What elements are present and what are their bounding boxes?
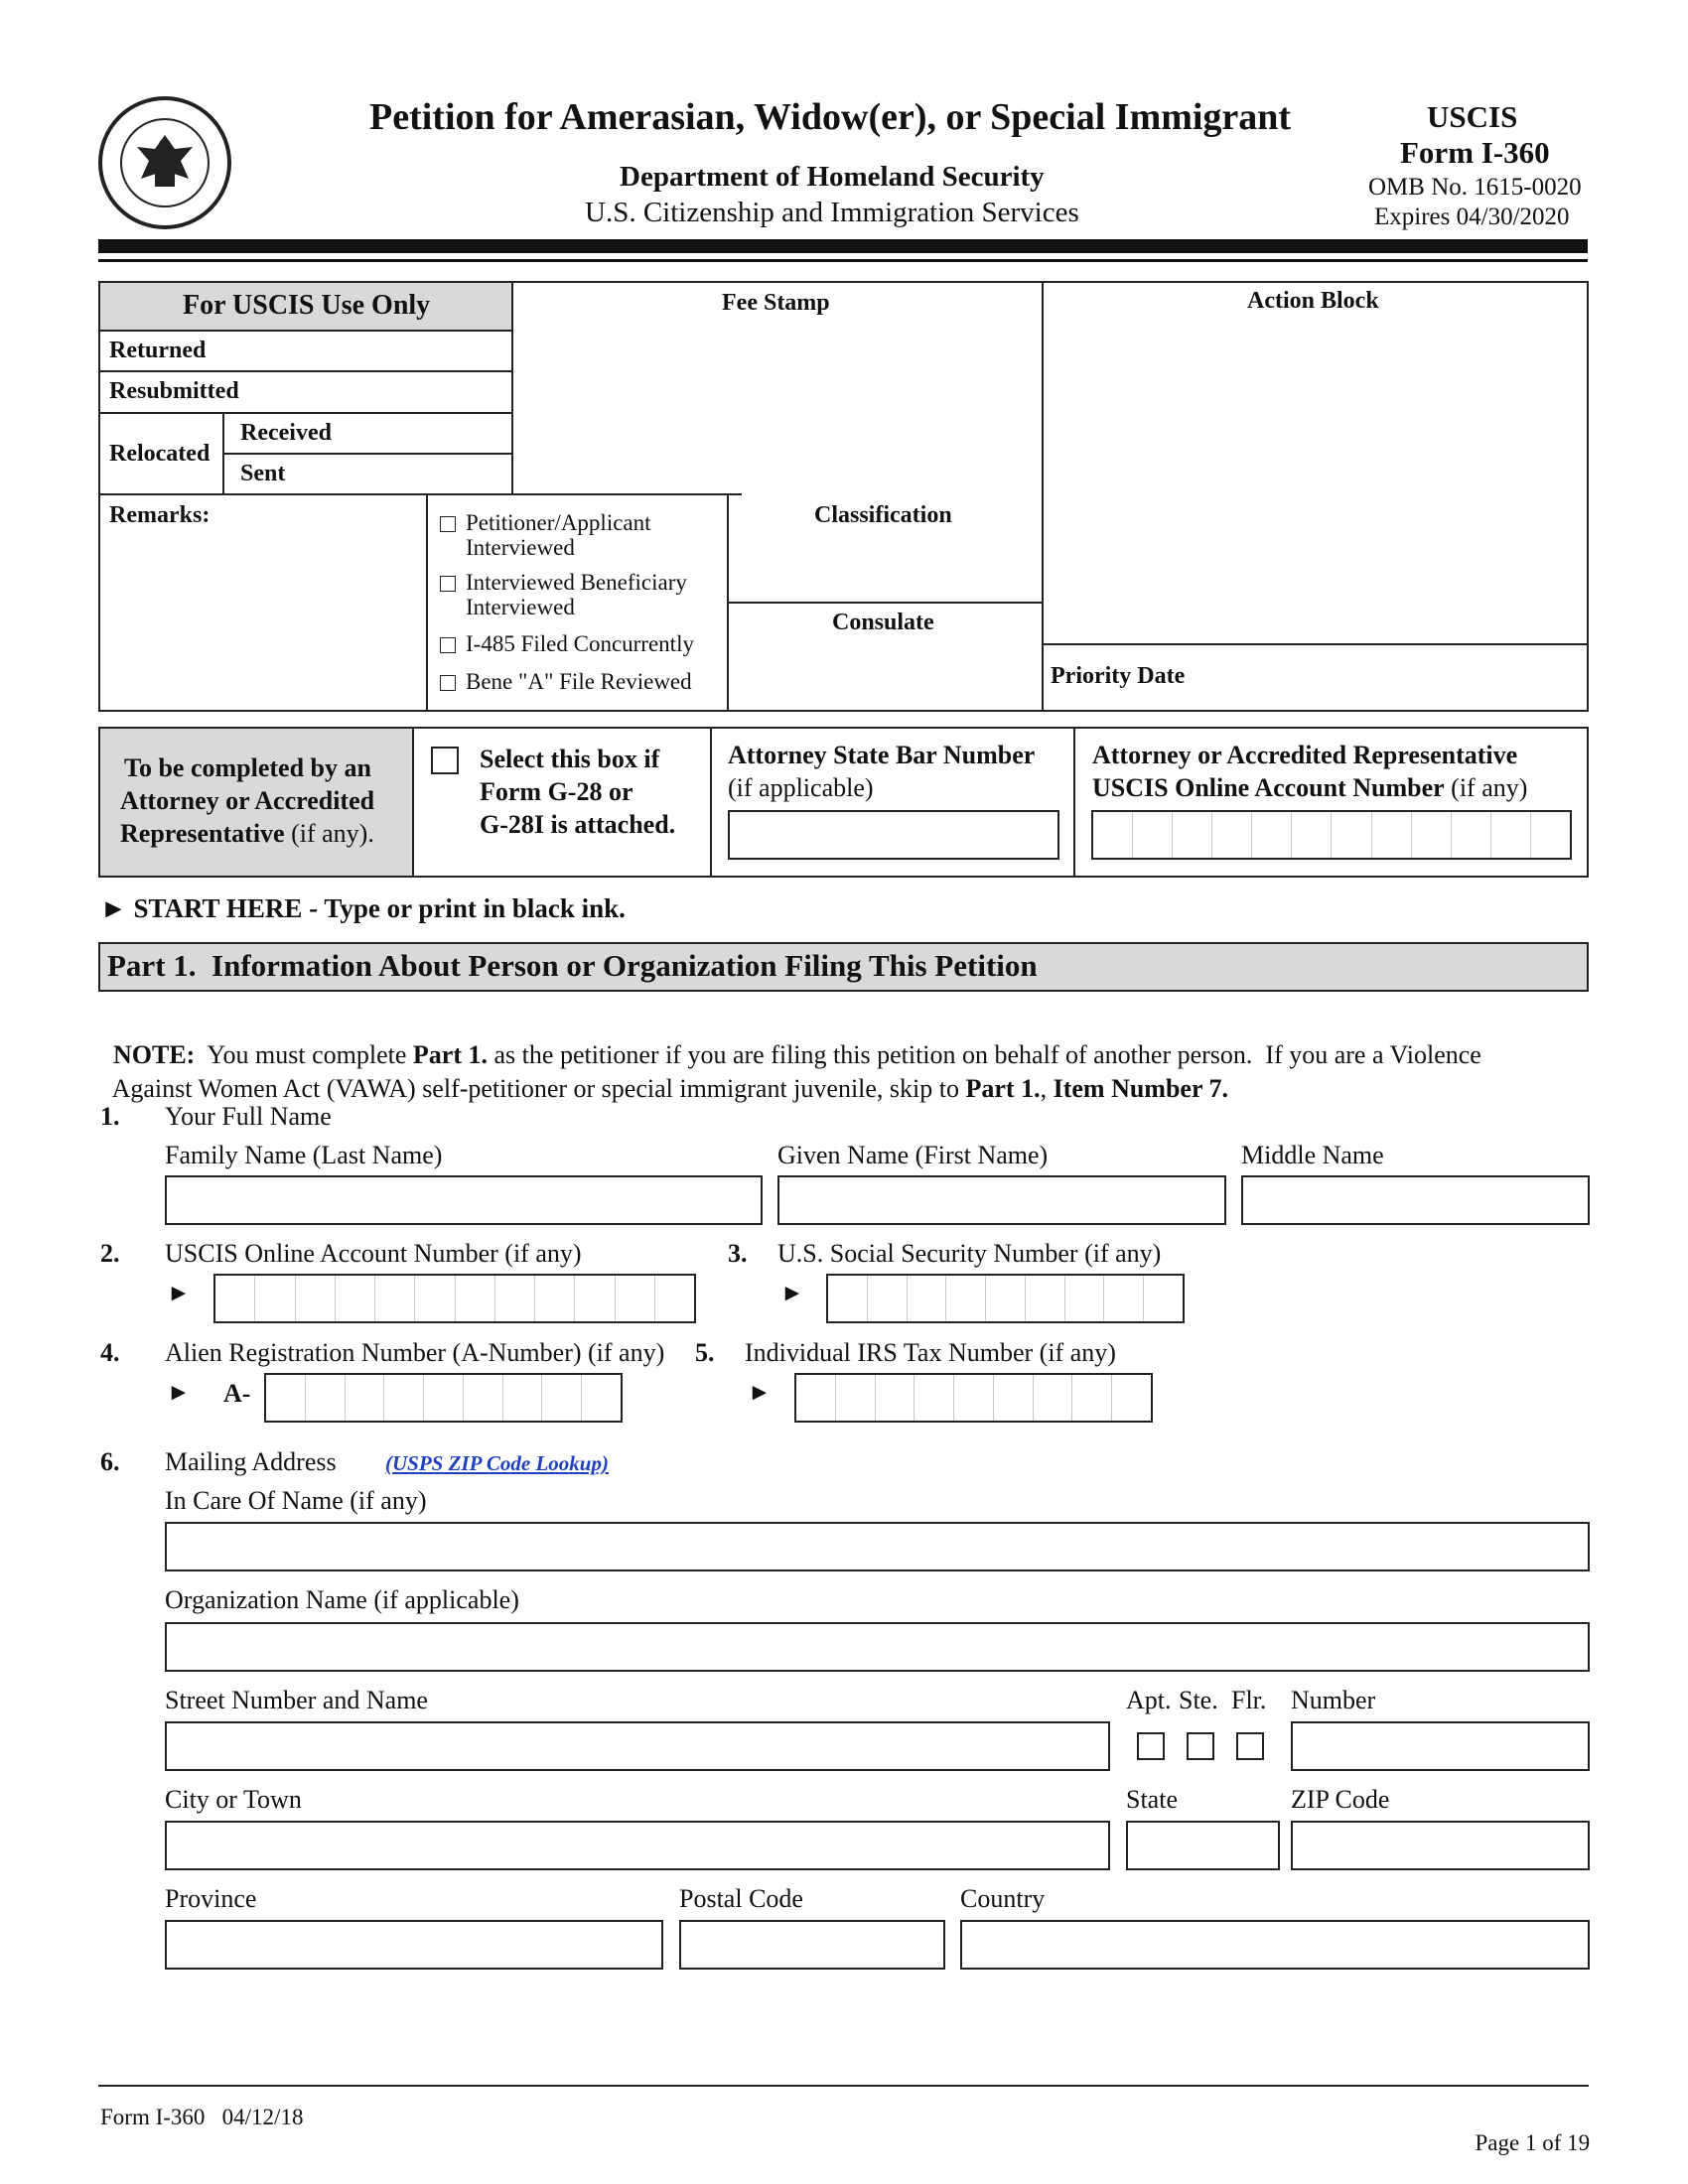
province-input[interactable] — [165, 1920, 663, 1970]
note-label: NOTE: — [113, 1040, 196, 1069]
check-item-label: I-485 Filed Concurrently — [466, 631, 694, 656]
dept-name: Department of Homeland Security — [620, 161, 1045, 193]
uscis-account-label: USCIS Online Account Number (if any) — [165, 1239, 582, 1268]
item-number: 4. — [100, 1338, 120, 1367]
part1-heading: Part 1. Information About Person or Organization Filing This Petition — [107, 948, 1038, 983]
family-name-input[interactable] — [165, 1175, 763, 1225]
flr-checkbox[interactable] — [1236, 1732, 1264, 1760]
given-name-input[interactable] — [777, 1175, 1226, 1225]
country-label: Country — [960, 1884, 1046, 1913]
care-of-label: In Care Of Name (if any) — [165, 1486, 427, 1515]
dhs-seal — [97, 95, 232, 230]
apt-checkbox[interactable] — [1137, 1732, 1165, 1760]
checkbox[interactable] — [440, 675, 456, 691]
city-label: City or Town — [165, 1785, 302, 1814]
mailing-address-label: Mailing Address — [165, 1447, 337, 1476]
item-number: 1. — [100, 1102, 120, 1131]
acct-title-2-bold: USCIS Online Account Number — [1092, 773, 1445, 802]
footer-rule — [98, 2085, 1589, 2087]
attorney-note-1: To be completed by an — [124, 753, 371, 782]
bar-number-input[interactable] — [728, 810, 1059, 860]
acct-title-1: Attorney or Accredited Representative — [1092, 741, 1518, 769]
zip-label: ZIP Code — [1291, 1785, 1390, 1814]
note-text-g: Item Number 7. — [1053, 1074, 1229, 1103]
city-input[interactable] — [165, 1821, 1110, 1870]
postal-code-input[interactable] — [679, 1920, 945, 1970]
state-select[interactable] — [1126, 1821, 1280, 1870]
attorney-account-input[interactable] — [1091, 810, 1572, 860]
arrow-icon: ► — [167, 1281, 191, 1306]
received-label: Received — [240, 420, 332, 446]
arrow-icon: ► — [167, 1380, 191, 1406]
ssn-label: U.S. Social Security Number (if any) — [777, 1239, 1162, 1268]
a-number-input[interactable] — [264, 1373, 623, 1423]
middle-name-label: Middle Name — [1241, 1141, 1384, 1169]
item-number: 6. — [100, 1447, 120, 1476]
ssn-input[interactable] — [826, 1274, 1185, 1323]
uscis-label: USCIS — [1427, 99, 1518, 134]
rule — [426, 493, 428, 710]
rule — [727, 602, 1042, 604]
a-number-label: Alien Registration Number (A-Number) (if any) — [165, 1338, 665, 1367]
country-input[interactable] — [960, 1920, 1590, 1970]
street-label: Street Number and Name — [165, 1686, 428, 1714]
omb-number: OMB No. 1615-0020 — [1368, 174, 1582, 201]
zip-lookup-link[interactable]: (USPS ZIP Code Lookup) — [385, 1451, 609, 1475]
rule — [222, 453, 511, 455]
g28-text-2: Form G-28 or — [480, 777, 633, 806]
rule — [1042, 643, 1587, 645]
resubmitted-label: Resubmitted — [109, 378, 239, 404]
use-only-title: For USCIS Use Only — [183, 290, 431, 321]
expiration: Expires 04/30/2020 — [1374, 204, 1570, 230]
note-text-e: Part 1. — [965, 1074, 1041, 1103]
g28-checkbox[interactable] — [431, 747, 459, 774]
g28-text-3: G-28I is attached. — [480, 810, 676, 839]
a-prefix: A- — [223, 1379, 251, 1408]
province-label: Province — [165, 1884, 257, 1913]
sent-label: Sent — [240, 461, 286, 486]
page-number: 1 — [1524, 2130, 1537, 2155]
note-text-c: as the petitioner if you are filing this petition on behalf of another person. If you are a Violence — [488, 1040, 1481, 1069]
acct-title-2-sub: (if any) — [1444, 773, 1528, 802]
number-label: Number — [1291, 1686, 1376, 1714]
rule — [100, 493, 742, 495]
organization-input[interactable] — [165, 1622, 1590, 1672]
full-name-label: Your Full Name — [165, 1102, 332, 1131]
irs-number-input[interactable] — [794, 1373, 1153, 1423]
rule — [1073, 729, 1075, 876]
rule — [222, 412, 224, 495]
page-label: Page — [1475, 2130, 1525, 2155]
form-title: Petition for Amerasian, Widow(er), or Special Immigrant — [369, 96, 1292, 138]
given-name-label: Given Name (First Name) — [777, 1141, 1049, 1169]
relocated-label: Relocated — [109, 441, 211, 467]
checkbox[interactable] — [440, 516, 456, 532]
arrow-icon: ► — [780, 1281, 804, 1306]
apt-label: Apt. — [1126, 1686, 1172, 1714]
start-here: ► START HERE - Type or print in black ink. — [100, 893, 626, 923]
item-number: 5. — [695, 1338, 715, 1367]
street-input[interactable] — [165, 1721, 1110, 1771]
organization-label: Organization Name (if applicable) — [165, 1585, 519, 1614]
attorney-note-3 — [120, 819, 374, 849]
form-number: Form I-360 — [1400, 135, 1550, 170]
attorney-note-3-bold: Representative — [120, 819, 285, 848]
irs-number-label: Individual IRS Tax Number (if any) — [745, 1338, 1116, 1367]
note-text-d: Against Women Act (VAWA) self-petitioner or special immigrant juvenile, skip to — [111, 1074, 966, 1103]
consulate-label: Consulate — [832, 610, 934, 635]
attorney-note-3-rest: (if any). — [284, 819, 374, 848]
checkbox[interactable] — [440, 637, 456, 653]
g28-text-1: Select this box if — [480, 745, 660, 773]
office-use-block — [98, 281, 1589, 712]
check-item-label-2: Interviewed — [466, 595, 575, 619]
care-of-input[interactable] — [165, 1522, 1590, 1571]
footer-page — [1464, 2105, 1590, 2156]
remarks-label: Remarks: — [109, 502, 211, 528]
item-number: 2. — [100, 1239, 120, 1268]
header-rule-thin — [98, 259, 1588, 262]
check-item-label-2: Interviewed — [466, 535, 575, 560]
bar-number-sub: (if applicable) — [728, 773, 874, 802]
bar-number-title: Attorney State Bar Number — [728, 741, 1036, 769]
agency-name: U.S. Citizenship and Immigration Services — [585, 197, 1079, 228]
family-name-label: Family Name (Last Name) — [165, 1141, 443, 1169]
flr-label: Flr. — [1231, 1686, 1267, 1714]
rule — [511, 283, 513, 495]
priority-date-label: Priority Date — [1051, 663, 1186, 689]
returned-label: Returned — [109, 338, 207, 363]
postal-code-label: Postal Code — [679, 1884, 803, 1913]
note-text-f: , — [1040, 1074, 1054, 1103]
acct-title-2 — [1092, 773, 1527, 803]
header-rule-thick — [98, 239, 1588, 253]
page-total: of 19 — [1536, 2130, 1591, 2155]
fee-stamp-label: Fee Stamp — [722, 290, 830, 316]
ste-checkbox[interactable] — [1187, 1732, 1214, 1760]
item-number: 3. — [728, 1239, 748, 1268]
rule — [710, 729, 712, 876]
checkbox[interactable] — [440, 576, 456, 592]
classification-label: Classification — [814, 502, 952, 528]
state-label: State — [1126, 1785, 1178, 1814]
unit-number-input[interactable] — [1291, 1721, 1590, 1771]
check-item-label: Petitioner/Applicant — [466, 510, 651, 535]
zip-input[interactable] — [1291, 1821, 1590, 1870]
check-item-label: Bene "A" File Reviewed — [466, 669, 692, 694]
footer-form-id: Form I-360 04/12/18 — [100, 2105, 304, 2129]
uscis-account-input[interactable] — [213, 1274, 696, 1323]
rule — [100, 370, 511, 372]
action-block-label: Action Block — [1247, 288, 1379, 314]
rule — [1042, 283, 1044, 710]
note-text-b: Part 1. — [412, 1040, 489, 1069]
middle-name-input[interactable] — [1241, 1175, 1590, 1225]
ste-label: Ste. — [1179, 1686, 1218, 1714]
arrow-icon: ► — [748, 1380, 772, 1406]
part1-note-2 — [100, 1044, 1228, 1104]
rule — [100, 412, 511, 414]
attorney-note-2: Attorney or Accredited — [120, 786, 375, 815]
check-item-label: Interviewed Beneficiary — [466, 570, 687, 595]
note-text-a: You must complete — [195, 1040, 413, 1069]
